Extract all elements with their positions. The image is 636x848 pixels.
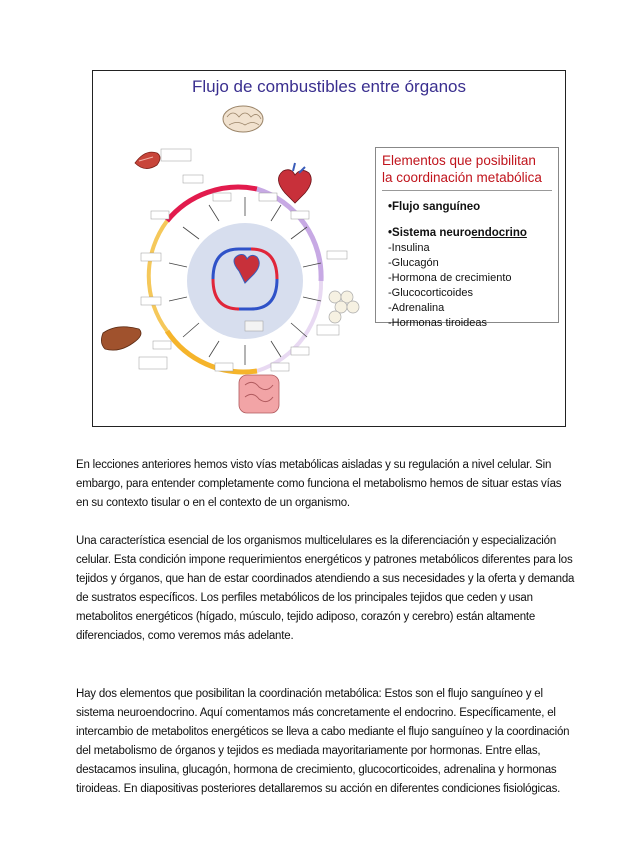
hormone-item: -Hormona de crecimiento: [388, 272, 512, 284]
paragraph-differentiation: Una característica esencial de los organismos multicelulares es la diferenciación y especialización celular. Esta condición impone requerimientos energéticos y patrones metabólicos diferentes para los tejidos y órganos, que han de estar coordinados atendiendo a sus necesidades y la oferta y demanda de sustratos específicos. Los perfiles metabólicos de los principales tejidos que ceden y usan metabolitos energéticos (hígado, músculo, tejido adiposo, corazón y cerebro) están altamente diferenciados, como veremos más adelante.: [76, 535, 575, 642]
paragraph-coordination: Hay dos elementos que posibilitan la coordinación metabólica: Estos son el flujo sanguíneo y el sistema neuroendocrino. Aquí comentamos más concretamente el endocrino. Específicamente, el intercambio de metabolitos energéticos se lleva a cabo mediante el flujo sanguíneo y la coordinación del metabolismo de órganos y tejidos es mediada mayoritariamente por hormonas. Entre ellas, destacamos insulina, glucagón, hormona de crecimiento, glucocorticoides, adrenalina y hormonas tiroideas. En diapositivas posteriores detallaremos su acción en diferentes condiciones fisiológicas.: [76, 688, 570, 795]
figure-title: Flujo de combustibles entre órganos: [191, 77, 467, 96]
hormone-item: -Glucocorticoides: [388, 287, 473, 299]
figure-panel: [92, 70, 566, 427]
fuel-flow-diagram: [95, 101, 371, 426]
intestine-icon: [239, 375, 279, 413]
legend-item-neuroendocrine: •Sistema neuroendocrino: [388, 227, 527, 239]
muscle-icon: [135, 152, 160, 168]
legend-title: Elementos que posibilitan la coordinación metabólica: [382, 152, 552, 191]
liver-icon: [101, 327, 141, 350]
legend-box: [375, 147, 559, 329]
heart-icon: [278, 163, 311, 203]
hormone-list: [388, 241, 552, 331]
adipose-icon: [329, 291, 359, 323]
hormone-item: -Insulina: [388, 242, 430, 254]
brain-icon: [223, 106, 263, 132]
legend-item-blood-flow: •Flujo sanguíneo: [388, 201, 481, 213]
paragraph-intro: En lecciones anteriores hemos visto vías metabólicas aisladas y su regulación a nivel celular. Sin embargo, para entender completamente como funciona el metabolismo hemos de situar estas vías en su contexto tisular o en el contexto de un organismo.: [76, 459, 562, 509]
hormone-item: -Hormonas tiroideas: [388, 317, 488, 329]
hormone-item: -Glucagón: [388, 257, 439, 269]
hormone-item: -Adrenalina: [388, 302, 445, 314]
